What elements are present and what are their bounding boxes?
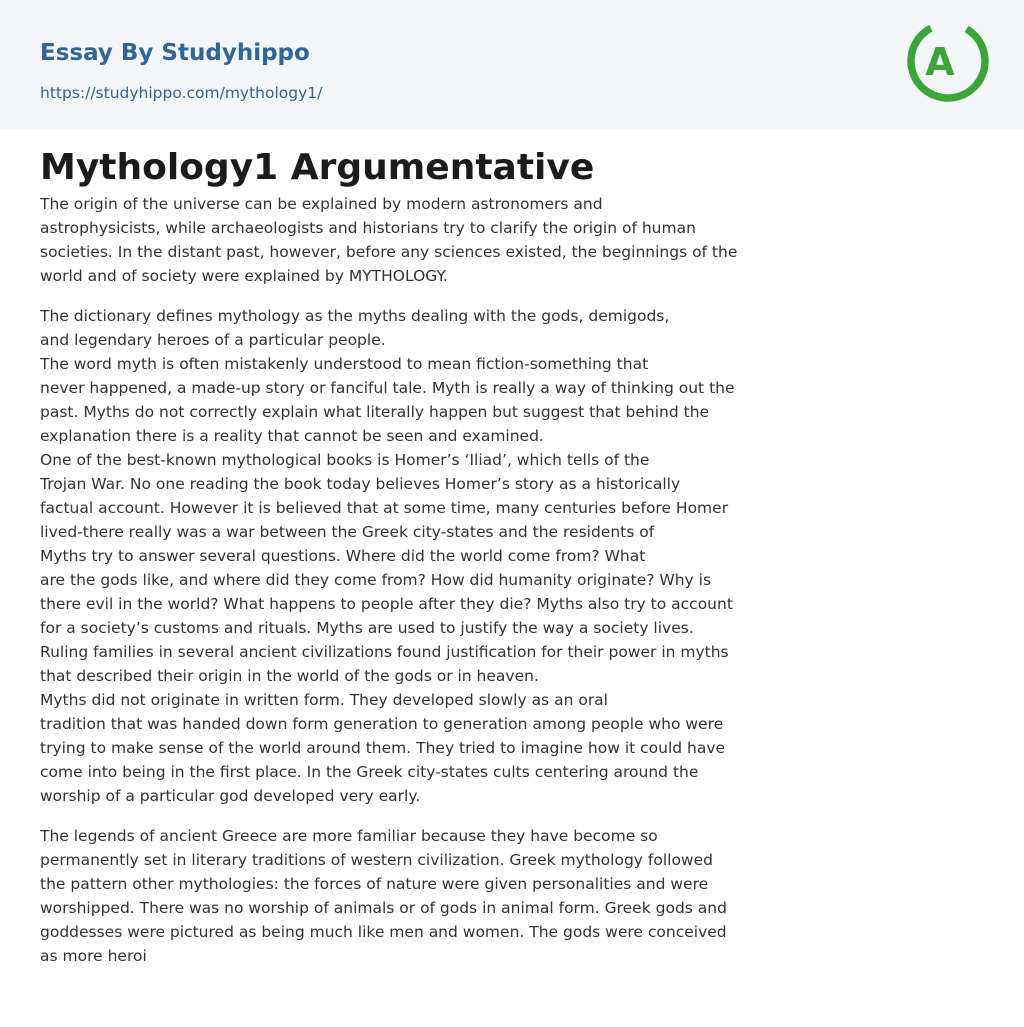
text-line: and legendary heroes of a particular people. <box>40 331 386 349</box>
text-line: worshipped. There was no worship of animals or of gods in animal form. Greek gods and <box>40 899 727 917</box>
text-line: never happened, a made-up story or fanciful tale. Myth is really a way of thinking out the <box>40 379 735 397</box>
text-line: The legends of ancient Greece are more familiar because they have become so <box>40 827 658 845</box>
text-line: are the gods like, and where did they come from? How did humanity originate? Why is <box>40 571 712 589</box>
text-line: lived-there really was a war between the Greek city-states and the residents of <box>40 523 655 541</box>
text-line: tradition that was handed down form generation to generation among people who were <box>40 715 724 733</box>
text-line: Myths try to answer several questions. Where did the world come from? What <box>40 547 646 565</box>
text-line: The word myth is often mistakenly understood to mean fiction-something that <box>40 355 649 373</box>
essay-paragraph <box>40 304 770 808</box>
site-header <box>0 0 1024 129</box>
text-line: One of the best-known mythological books is Homer’s ‘Iliad’, which tells of the <box>40 451 650 469</box>
text-line: The origin of the universe can be explained by modern astronomers and <box>40 195 603 213</box>
text-line: for a society’s customs and rituals. Myths are used to justify the way a society lives. <box>40 619 694 637</box>
text-line: explanation there is a reality that cannot be seen and examined. <box>40 427 544 445</box>
text-line: that described their origin in the world of the gods or in heaven. <box>40 667 539 685</box>
text-line: Myths did not originate in written form. They developed slowly as an oral <box>40 691 608 709</box>
text-line: as more heroi <box>40 947 147 965</box>
text-line: come into being in the first place. In the Greek city-states cults centering around the <box>40 763 699 781</box>
studyhippo-logo-icon[interactable] <box>905 18 991 104</box>
essay-content <box>40 144 770 968</box>
text-line: Trojan War. No one reading the book today believes Homer’s story as a historically <box>40 475 681 493</box>
text-line: Ruling families in several ancient civilizations found justification for their power in myths <box>40 643 729 661</box>
site-brand: Essay By Studyhippo <box>40 40 310 66</box>
text-line: world and of society were explained by MYTHOLOGY. <box>40 267 448 285</box>
text-line: societies. In the distant past, however, before any sciences existed, the beginnings of the <box>40 243 738 261</box>
text-line: goddesses were pictured as being much like men and women. The gods were conceived <box>40 923 727 941</box>
text-line: astrophysicists, while archaeologists and historians try to clarify the origin of human <box>40 219 696 237</box>
text-line: past. Myths do not correctly explain what literally happen but suggest that behind the <box>40 403 710 421</box>
text-line: trying to make sense of the world around them. They tried to imagine how it could have <box>40 739 726 757</box>
text-line: permanently set in literary traditions of western civilization. Greek mythology followed <box>40 851 713 869</box>
logo-letter: A <box>925 40 955 84</box>
text-line: The dictionary defines mythology as the myths dealing with the gods, demigods, <box>40 307 670 325</box>
essay-title: Mythology1 Argumentative <box>40 147 595 188</box>
text-line: there evil in the world? What happens to people after they die? Myths also try to account <box>40 595 733 613</box>
essay-paragraph <box>40 824 770 968</box>
essay-paragraph <box>40 192 770 288</box>
text-line: worship of a particular god developed very early. <box>40 787 421 805</box>
essay-url-link[interactable]: https://studyhippo.com/mythology1/ <box>40 84 323 102</box>
text-line: factual account. However it is believed that at some time, many centuries before Homer <box>40 499 729 517</box>
text-line: the pattern other mythologies: the forces of nature were given personalities and were <box>40 875 709 893</box>
